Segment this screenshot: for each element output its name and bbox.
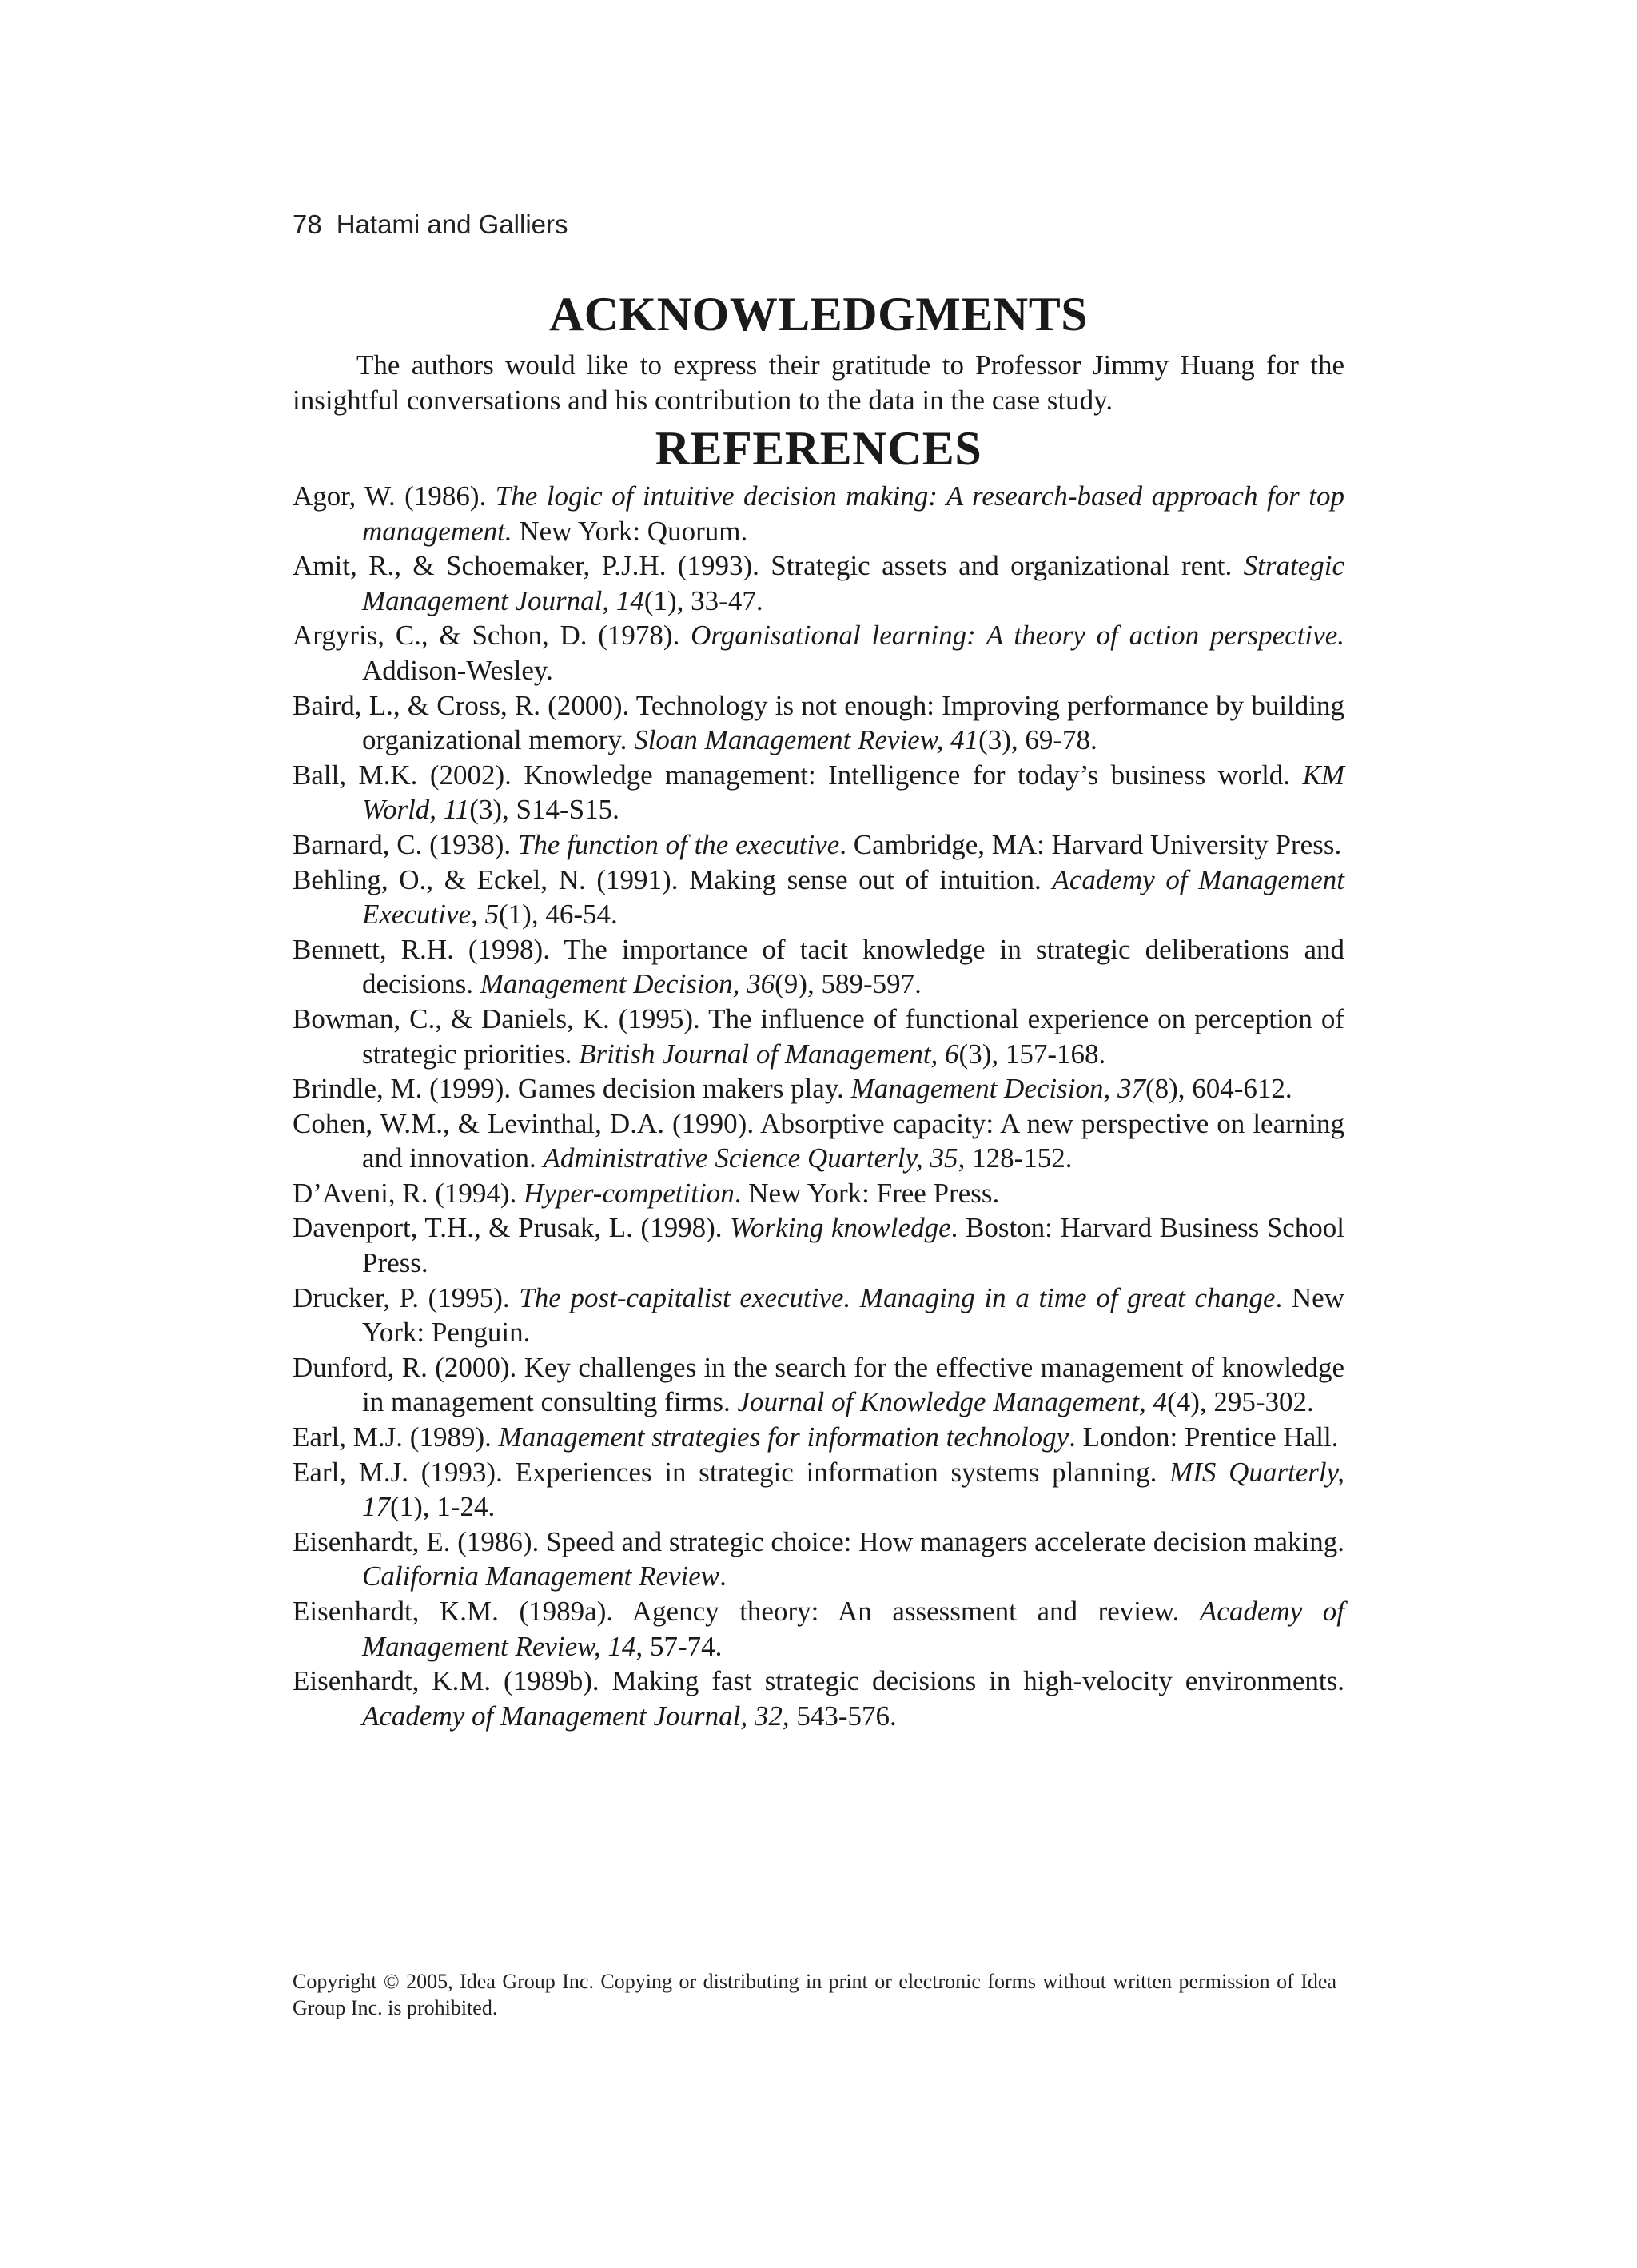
main-content [293, 284, 1344, 1733]
reference-text: (9), 589-597. [775, 968, 922, 1000]
reference-text: Behling, O., & Eckel, N. (1991). Making sense out of intuition. [293, 863, 1053, 895]
reference-text: Ball, M.K. (2002). Knowledge management: Intelligence for today’s business world. [293, 759, 1303, 791]
reference-text: . New York: Penguin. [362, 1281, 1344, 1349]
reference-text: Dunford, R. (2000). Key challenges in the search for the effective management of knowledge in management consulting firms. [293, 1351, 1344, 1418]
reference-list [293, 479, 1344, 1733]
reference-text: Earl, M.J. (1989). [293, 1421, 499, 1453]
reference-source: Management Decision, 36 [480, 968, 775, 1000]
reference-text: (3), 157-168. [958, 1038, 1106, 1070]
reference-entry [293, 1176, 1344, 1211]
reference-text: Argyris, C., & Schon, D. (1978). [293, 620, 691, 652]
running-title: Hatami and Galliers [336, 209, 568, 239]
reference-text: . [719, 1560, 727, 1592]
reference-entry [293, 932, 1344, 1002]
reference-entry [293, 548, 1344, 618]
reference-text: D’Aveni, R. (1994). [293, 1177, 524, 1209]
reference-text: Drucker, P. (1995). [293, 1281, 520, 1313]
reference-source: The function of the executive [517, 828, 840, 860]
reference-text: Eisenhardt, E. (1986). Speed and strategic choice: How managers accelerate decision making. [293, 1525, 1344, 1557]
page-number: 78 [293, 209, 322, 239]
reference-source: Strategic Management Journal, 14 [362, 550, 1344, 616]
reference-source: Management strategies for information technology [498, 1421, 1069, 1453]
reference-entry [293, 618, 1344, 688]
reference-text: Baird, L., & Cross, R. (2000). Technology is not enough: Improving performance by building organizational memory. [293, 689, 1344, 756]
reference-text: (1), 1-24. [390, 1491, 496, 1523]
reference-entry [293, 1664, 1344, 1733]
reference-text: Eisenhardt, K.M. (1989a). Agency theory: An assessment and review. [293, 1596, 1200, 1627]
reference-text: Bowman, C., & Daniels, K. (1995). The influence of functional experience on perception of strategic priorities. [293, 1002, 1344, 1070]
reference-text: , 57-74. [635, 1630, 723, 1662]
reference-source: Sloan Management Review, 41 [634, 724, 979, 756]
reference-text: (3), 69-78. [978, 724, 1097, 756]
reference-source: Journal of Knowledge Management, 4 [737, 1386, 1168, 1418]
reference-source: KM World, 11 [362, 759, 1344, 826]
reference-text: (1), 33-47. [643, 584, 763, 616]
reference-entry [293, 1002, 1344, 1071]
reference-source: Academy of Management Executive, 5 [362, 863, 1344, 931]
reference-source: Academy of Management Journal, 32 [362, 1700, 783, 1732]
reference-text: , 128-152. [958, 1142, 1073, 1174]
reference-text: , 543-576. [782, 1700, 897, 1732]
reference-text: Addison-Wesley. [362, 654, 553, 686]
reference-text: . Boston: Harvard Business School Press. [362, 1212, 1344, 1279]
reference-text: (3), S14-S15. [469, 794, 619, 826]
reference-entry [293, 688, 1344, 758]
reference-text: . New York: Free Press. [734, 1177, 1000, 1209]
reference-source: Management Decision, 37 [850, 1073, 1145, 1105]
reference-text: (4), 295-302. [1167, 1386, 1314, 1418]
reference-text: New York: Quorum. [512, 515, 748, 547]
reference-source: MIS Quarterly, 17 [362, 1456, 1344, 1523]
reference-source: Administrative Science Quarterly, 35 [543, 1142, 958, 1174]
reference-text: . London: Prentice Hall. [1069, 1421, 1339, 1453]
references-heading: REFERENCES [655, 422, 982, 475]
reference-text: Earl, M.J. (1993). Experiences in strategic information systems planning. [293, 1456, 1170, 1488]
reference-source: California Management Review [362, 1560, 720, 1592]
reference-text: Bennett, R.H. (1998). The importance of tacit knowledge in strategic deliberations and decisions. [293, 933, 1344, 1000]
reference-source: Academy of Management Review, 14 [362, 1596, 1344, 1662]
reference-text: Davenport, T.H., & Prusak, L. (1998). [293, 1212, 731, 1244]
reference-entry [293, 1420, 1344, 1455]
acknowledgments-heading: ACKNOWLEDGMENTS [548, 288, 1089, 341]
reference-entry [293, 1071, 1344, 1106]
reference-entry [293, 1594, 1344, 1664]
reference-entry [293, 1106, 1344, 1176]
reference-text: Eisenhardt, K.M. (1989b). Making fast strategic decisions in high-velocity environments. [293, 1665, 1344, 1697]
reference-entry [293, 1525, 1344, 1594]
reference-source: Organisational learning: A theory of action perspective. [691, 620, 1344, 652]
reference-source: Hyper-competition [524, 1177, 735, 1209]
copyright-notice: Copyright © 2005, Idea Group Inc. Copying or distributing in print or electronic forms without written permission of Idea Group Inc. is prohibited. [293, 1970, 1336, 2019]
reference-entry [293, 758, 1344, 827]
reference-text: (8), 604-612. [1145, 1073, 1292, 1105]
page-header [293, 209, 568, 240]
reference-entry [293, 1350, 1344, 1420]
reference-entry [293, 863, 1344, 932]
reference-text: Cohen, W.M., & Levinthal, D.A. (1990). Absorptive capacity: A new perspective on learning and innovation. [293, 1107, 1344, 1174]
reference-entry [293, 1281, 1344, 1350]
reference-source: British Journal of Management, 6 [579, 1038, 959, 1070]
reference-source: The post-capitalist executive. Managing in a time of great change [519, 1281, 1276, 1313]
reference-text: Amit, R., & Schoemaker, P.J.H. (1993). Strategic assets and organizational rent. [293, 550, 1244, 582]
acknowledgments-text: The authors would like to express their gratitude to Professor Jimmy Huang for the insightful conversations and his contribution to the data in the case study. [293, 349, 1344, 416]
reference-text: . Cambridge, MA: Harvard University Press. [839, 828, 1342, 860]
reference-source: Working knowledge [730, 1212, 951, 1244]
reference-entry [293, 1455, 1344, 1525]
reference-text: Agor, W. (1986). [293, 480, 496, 512]
reference-entry [293, 1210, 1344, 1280]
reference-entry [293, 479, 1344, 548]
reference-entry [293, 827, 1344, 863]
reference-source: The logic of intuitive decision making: A research-based approach for top management. [362, 480, 1344, 547]
reference-text: Brindle, M. (1999). Games decision makers play. [293, 1073, 851, 1105]
reference-text: Barnard, C. (1938). [293, 828, 518, 860]
reference-text: (1), 46-54. [499, 899, 618, 931]
